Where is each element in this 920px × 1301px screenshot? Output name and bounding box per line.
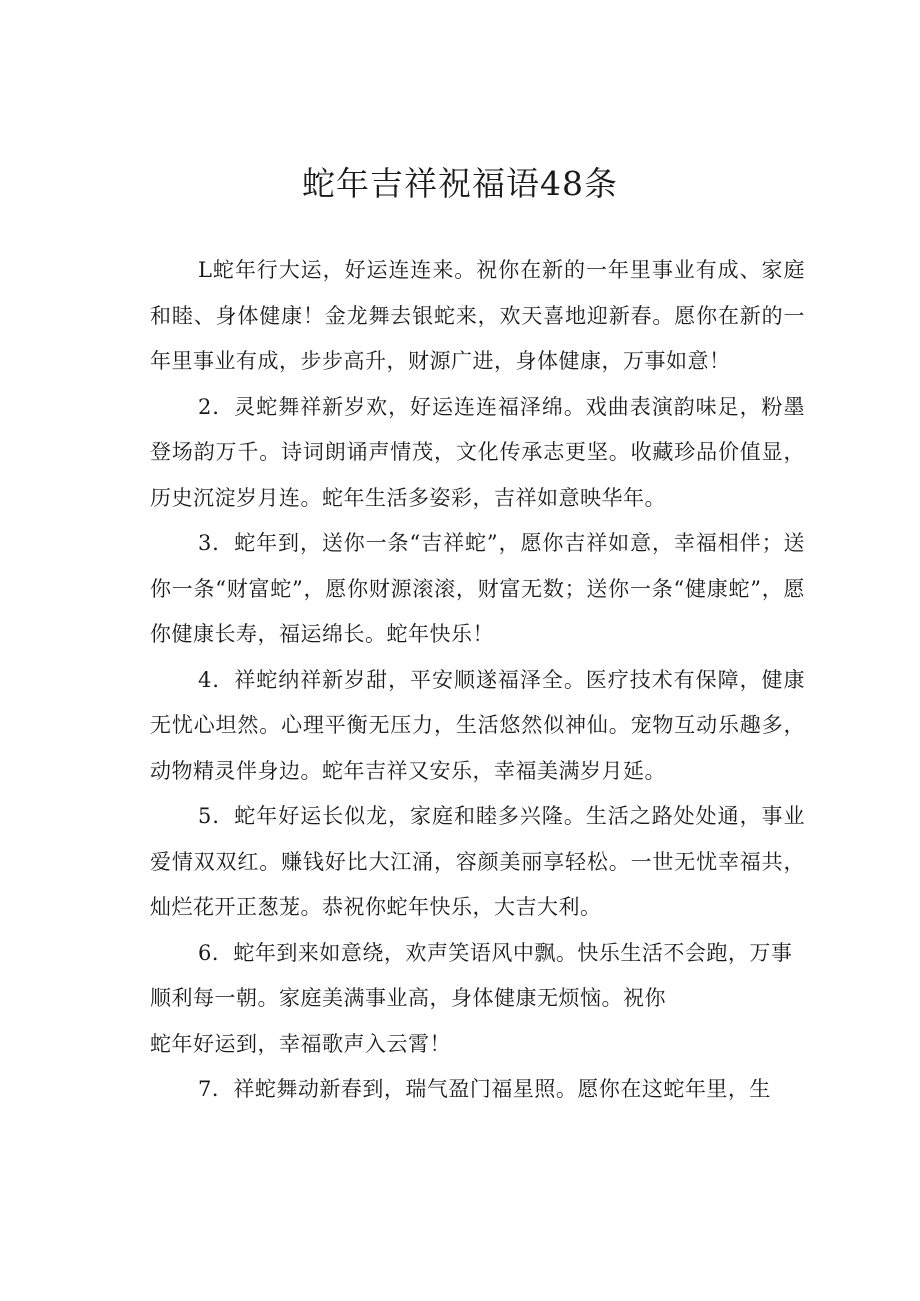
document-body bbox=[150, 248, 805, 1113]
paragraph-6: 6．蛇年到来如意绕，欢声笑语风中飘。快乐生活不会跑，万事顺利每一朝。家庭美满事业高，身体健康无烦恼。祝你 bbox=[150, 940, 793, 1010]
paragraph-1: L蛇年行大运，好运连连来。祝你在新的一年里事业有成、家庭和睦、身体健康！金龙舞去银蛇来，欢天喜地迎新春。愿你在新的一年里事业有成，步步高升，财源广进，身体健康，万事如意！ bbox=[150, 258, 805, 373]
paragraph-5: 5．蛇年好运长似龙，家庭和睦多兴隆。生活之路处处通，事业爱情双双红。赚钱好比大江涌，容颜美丽享轻松。一世无忧幸福共，灿烂花开正葱茏。恭祝你蛇年快乐，大吉大利。 bbox=[150, 804, 805, 919]
document-title: 蛇年吉祥祝福语48条 bbox=[302, 164, 618, 203]
paragraph-6-continuation: 蛇年好运到，幸福歌声入云霄！ bbox=[150, 1031, 451, 1056]
paragraph-3: 3．蛇年到，送你一条“吉祥蛇”，愿你吉祥如意，幸福相伴；送你一条“财富蛇”，愿你财源滚滚，财富无数；送你一条“健康蛇”，愿你健康长寿，福运绵长。蛇年快乐！ bbox=[150, 531, 805, 646]
paragraph-7: 7．祥蛇舞动新春到，瑞气盈门福星照。愿你在这蛇年里，生 bbox=[198, 1077, 771, 1101]
paragraph-4: 4．祥蛇纳祥新岁甜，平安顺遂福泽全。医疗技术有保障，健康无忧心坦然。心理平衡无压力，生活悠然似神仙。宠物互动乐趣多，动物精灵伴身边。蛇年吉祥又安乐，幸福美满岁月延。 bbox=[150, 667, 805, 783]
paragraph-2: 2．灵蛇舞祥新岁欢，好运连连福泽绵。戏曲表演韵味足，粉墨登场韵万千。诗词朗诵声情茂，文化传承志更坚。收藏珍品价值显，历史沉淀岁月连。蛇年生活多姿彩，吉祥如意映华年。 bbox=[150, 394, 805, 510]
